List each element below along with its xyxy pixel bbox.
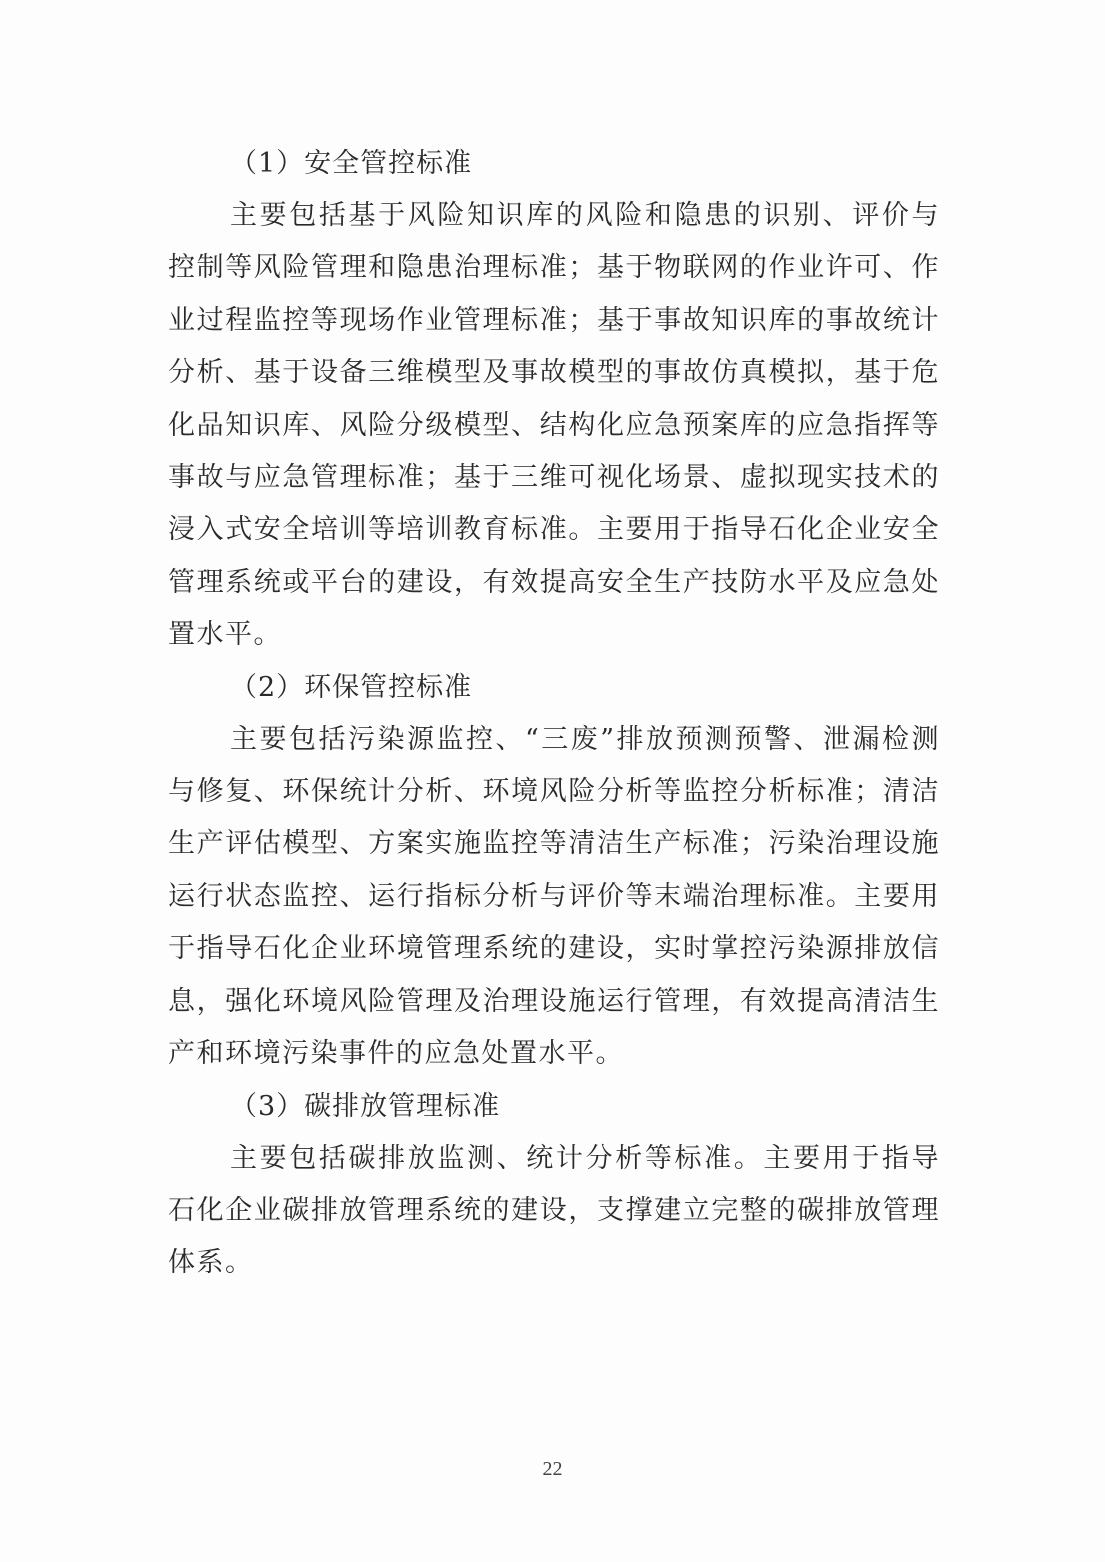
section-heading-carbon: （3）碳排放管理标准 — [230, 1090, 501, 1122]
section-paragraph-environment: 主要包括污染源监控、“三废”排放预测预警、泄漏检测与修复、环保统计分析、环境风险分析等监控分析标准；清洁生产评估模型、方案实施监控等清洁生产标准；污染治理设施运行状态监控、运行指标分析与评价等末端治理标准。主要用于指导石化企业环境管理系统的建设，实时掌控污染源排放信息，强化环境风险管理及治理设施运行管理，有效提高清洁生产和环境污染事件的应急处置水平。 — [168, 723, 940, 1070]
section-heading-safety: （1）安全管控标准 — [230, 148, 473, 179]
page-number: 22 — [542, 1458, 563, 1480]
section-paragraph-carbon: 主要包括碳排放监测、统计分析等标准。主要用于指导石化企业碳排放管理系统的建设，支撑建立完整的碳排放管理体系。 — [168, 1142, 940, 1279]
document-body — [168, 138, 940, 1290]
section-heading-environment: （2）环保管控标准 — [230, 671, 473, 703]
section-paragraph-safety: 主要包括基于风险知识库的风险和隐患的识别、评价与控制等风险管理和隐患治理标准；基于物联网的作业许可、作业过程监控等现场作业管理标准；基于事故知识库的事故统计分析、基于设备三维模型及事故模型的事故仿真模拟，基于危化品知识库、风险分级模型、结构化应急预案库的应急指挥等事故与应急管理标准；基于三维可视化场景、虚拟现实技术的浸入式安全培训等培训教育标准。主要用于指导石化企业安全管理系统或平台的建设，有效提高安全生产技防水平及应急处置水平。 — [168, 200, 940, 651]
